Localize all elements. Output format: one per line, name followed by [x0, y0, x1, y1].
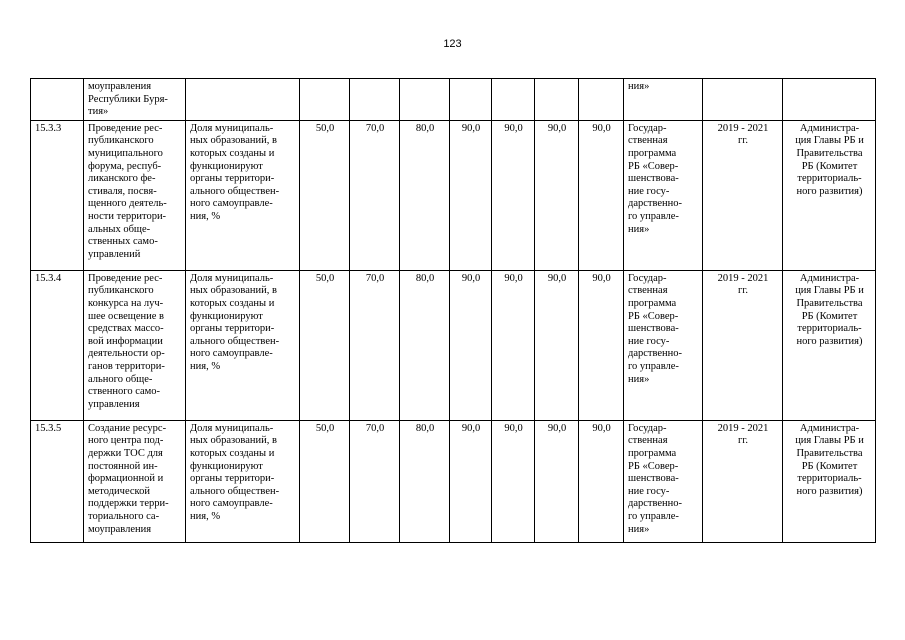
event-cell: Проведение рес- публиканского конкурса на луч- шее освещение в средствах массо- вой информации деятельности ор- ганов территори- ального обще- ственного само- управления	[84, 270, 186, 420]
value-cell: 50,0	[300, 420, 350, 542]
value-cell: 50,0	[300, 120, 350, 270]
value-cell: 70,0	[350, 120, 400, 270]
value-cell	[450, 79, 492, 121]
table-row-continuation	[31, 79, 876, 121]
value-cell: 90,0	[579, 120, 624, 270]
value-cell: 90,0	[492, 270, 535, 420]
executor-cell: Администра- ция Главы РБ и Правительства РБ (Комитет территориаль- ного развития)	[783, 420, 876, 542]
value-cell: 90,0	[579, 270, 624, 420]
program-cell: ния»	[624, 79, 703, 121]
value-cell: 90,0	[535, 270, 579, 420]
id-cell: 15.3.4	[31, 270, 84, 420]
value-cell: 70,0	[350, 420, 400, 542]
indicator-cell: Доля муниципаль- ных образований, в которых созданы и функционируют органы территори- ального обществен- ного самоуправле- ния, %	[186, 270, 300, 420]
period-cell: 2019 - 2021 гг.	[703, 420, 783, 542]
value-cell: 50,0	[300, 270, 350, 420]
event-cell: Создание ресурс- ного центра под- держки ТОС для постоянной ин- формационной и методической поддержки терри- ториального са- моуправления	[84, 420, 186, 542]
executor-cell: Администра- ция Главы РБ и Правительства РБ (Комитет территориаль- ного развития)	[783, 120, 876, 270]
program-cell: Государ- ственная программа РБ «Совер- шенствова- ние госу- дарственно- го управле- ния»	[624, 420, 703, 542]
value-cell: 90,0	[450, 420, 492, 542]
id-cell: 15.3.5	[31, 420, 84, 542]
indicator-cell	[186, 79, 300, 121]
event-cell: моуправления Республики Буря- тия»	[84, 79, 186, 121]
value-cell: 90,0	[450, 270, 492, 420]
table-row	[31, 120, 876, 270]
program-cell: Государ- ственная программа РБ «Совер- шенствова- ние госу- дарственно- го управле- ния»	[624, 270, 703, 420]
value-cell: 90,0	[450, 120, 492, 270]
table-row	[31, 270, 876, 420]
value-cell: 90,0	[535, 120, 579, 270]
event-cell: Проведение рес- публиканского муниципального форума, респуб- ликанского фе- стиваля, посвя- щенного деятель- ности территори- альных обще- ственных само- управлений	[84, 120, 186, 270]
id-cell	[31, 79, 84, 121]
value-cell	[492, 79, 535, 121]
page-number: 123	[443, 38, 462, 50]
measures-table	[30, 78, 876, 543]
executor-cell: Администра- ция Главы РБ и Правительства РБ (Комитет территориаль- ного развития)	[783, 270, 876, 420]
value-cell: 90,0	[492, 120, 535, 270]
value-cell: 90,0	[579, 420, 624, 542]
table-row	[31, 420, 876, 542]
indicator-cell: Доля муниципаль- ных образований, в которых созданы и функционируют органы территори- ального обществен- ного самоуправле- ния, %	[186, 120, 300, 270]
value-cell	[579, 79, 624, 121]
value-cell: 90,0	[492, 420, 535, 542]
value-cell: 80,0	[400, 420, 450, 542]
value-cell: 80,0	[400, 120, 450, 270]
id-cell: 15.3.3	[31, 120, 84, 270]
indicator-cell: Доля муниципаль- ных образований, в которых созданы и функционируют органы территори- ального обществен- ного самоуправле- ния, %	[186, 420, 300, 542]
value-cell	[350, 79, 400, 121]
program-cell: Государ- ственная программа РБ «Совер- шенствова- ние госу- дарственно- го управле- ния»	[624, 120, 703, 270]
value-cell: 80,0	[400, 270, 450, 420]
period-cell: 2019 - 2021 гг.	[703, 270, 783, 420]
value-cell	[535, 79, 579, 121]
executor-cell	[783, 79, 876, 121]
period-cell: 2019 - 2021 гг.	[703, 120, 783, 270]
value-cell: 70,0	[350, 270, 400, 420]
period-cell	[703, 79, 783, 121]
value-cell: 90,0	[535, 420, 579, 542]
value-cell	[400, 79, 450, 121]
value-cell	[300, 79, 350, 121]
